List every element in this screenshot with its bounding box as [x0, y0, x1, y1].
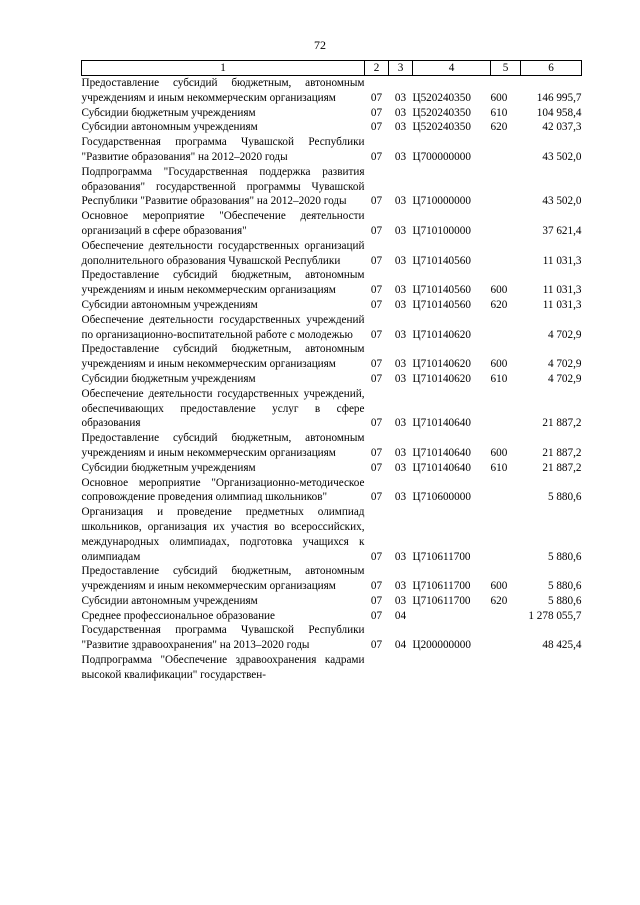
- row-subsection: 03: [394, 446, 407, 459]
- row-subsection: 03: [394, 150, 407, 163]
- row-expense-type: 620: [490, 121, 508, 134]
- row-section: 07: [370, 195, 383, 208]
- table-row: [82, 313, 582, 343]
- row-amount: 11 031,3: [542, 284, 582, 297]
- row-subsection: 03: [394, 106, 407, 119]
- row-subsection: 03: [394, 328, 407, 341]
- table-row: [82, 431, 582, 461]
- row-subsection: 03: [394, 417, 407, 430]
- col-header-amount: 6: [521, 61, 582, 76]
- row-target-article: Ц700000000: [412, 150, 471, 163]
- table-row: [82, 342, 582, 372]
- row-subsection: 03: [394, 491, 407, 504]
- row-subsection: 03: [394, 284, 407, 297]
- row-expense-type: 600: [490, 446, 508, 459]
- table-row: [82, 268, 582, 298]
- row-expense-type: [491, 209, 521, 239]
- table-row: [82, 165, 582, 209]
- row-target-article: Ц710611700: [412, 550, 471, 563]
- row-target-article: Ц710600000: [412, 491, 471, 504]
- row-expense-type: 600: [490, 358, 508, 371]
- col-header-name: 1: [82, 61, 365, 76]
- row-amount: [521, 653, 582, 683]
- row-name: Основное мероприятие "Организационно-методическое сопровождение проведения олимпиад школьников": [81, 476, 365, 504]
- row-amount: 5 880,6: [547, 550, 582, 563]
- row-amount: 48 425,4: [542, 639, 582, 652]
- row-amount: 37 621,4: [542, 224, 582, 237]
- row-expense-type: [491, 609, 521, 624]
- row-target-article: Ц710140640: [412, 461, 471, 474]
- row-name: Государственная программа Чувашской Республики "Развитие здравоохранения" на 2013–2020 годы: [81, 624, 365, 652]
- row-target-article: [413, 609, 491, 624]
- row-subsection: 03: [394, 580, 407, 593]
- row-amount: 42 037,3: [542, 121, 582, 134]
- table-row: [82, 76, 582, 106]
- table-row: [82, 135, 582, 165]
- row-amount: 21 887,2: [542, 417, 582, 430]
- row-section: 07: [370, 417, 383, 430]
- row-target-article: Ц710611700: [412, 580, 471, 593]
- row-target-article: Ц710140640: [412, 417, 471, 430]
- row-target-article: Ц200000000: [412, 639, 471, 652]
- table-row: [82, 298, 582, 313]
- row-expense-type: 600: [490, 580, 508, 593]
- row-expense-type: [491, 135, 521, 165]
- table-row: [82, 120, 582, 135]
- row-target-article: Ц710140640: [412, 446, 471, 459]
- table-row: [82, 623, 582, 653]
- row-name: Государственная программа Чувашской Республики "Развитие образования" на 2012–2020 годы: [81, 136, 365, 163]
- row-section: 07: [370, 446, 383, 459]
- row-subsection: 03: [394, 461, 407, 474]
- row-amount: 43 502,0: [542, 195, 582, 208]
- row-amount: 11 031,3: [542, 254, 582, 267]
- row-target-article: Ц710100000: [412, 224, 471, 237]
- row-expense-type: 600: [490, 284, 508, 297]
- col-header-subsection: 3: [389, 61, 413, 76]
- table-row: [82, 476, 582, 506]
- row-subsection: 03: [394, 224, 407, 237]
- row-expense-type: 600: [490, 91, 508, 104]
- col-header-expense-type: 5: [491, 61, 521, 76]
- table-row: [82, 609, 582, 624]
- row-section: 07: [370, 328, 383, 341]
- row-expense-type: [491, 476, 521, 506]
- row-expense-type: [491, 653, 521, 683]
- row-subsection: 03: [394, 121, 407, 134]
- table-row: [82, 505, 582, 564]
- table-row: [82, 209, 582, 239]
- row-subsection: 03: [394, 254, 407, 267]
- table-row: [82, 387, 582, 431]
- row-amount: 1 278 055,7: [528, 609, 582, 622]
- row-section: 07: [370, 224, 383, 237]
- row-amount: 4 702,9: [547, 358, 582, 371]
- row-amount: 104 958,4: [536, 106, 582, 119]
- row-expense-type: 620: [490, 298, 508, 311]
- row-subsection: 03: [394, 550, 407, 563]
- row-section: 07: [370, 639, 383, 652]
- row-name: Организация и проведение предметных олимпиад школьников, организация их участия во всероссийских, международных олимпиадах, подготовка учащихся к олимпиадам: [81, 506, 365, 563]
- row-amount: 21 887,2: [542, 461, 582, 474]
- row-name: Обеспечение деятельности государственных учреждений, обеспечивающих предоставление услуг в сфере образования: [81, 387, 365, 430]
- row-section: 07: [370, 358, 383, 371]
- row-name: Обеспечение деятельности государственных учреждений по организационно-воспитательной работе с молодежью: [81, 313, 365, 341]
- row-expense-type: [491, 623, 521, 653]
- row-target-article: Ц710611700: [412, 594, 471, 607]
- row-subsection: 03: [394, 358, 407, 371]
- row-target-article: Ц710140620: [412, 372, 471, 385]
- table-row: [82, 461, 582, 476]
- row-amount: 4 702,9: [547, 328, 582, 341]
- table-row: [82, 653, 582, 683]
- page-number: 72: [314, 38, 326, 52]
- budget-table: [81, 60, 582, 683]
- row-target-article: Ц710140560: [412, 254, 471, 267]
- row-name: Предоставление субсидий бюджетным, автономным учреждениям и иным некоммерческим организациям: [81, 343, 365, 371]
- row-name: Субсидии бюджетным учреждениям: [81, 372, 256, 385]
- table-row: [82, 564, 582, 594]
- row-amount: 146 995,7: [536, 91, 582, 104]
- row-name: Субсидии автономным учреждениям: [81, 121, 258, 134]
- row-expense-type: 610: [490, 372, 508, 385]
- row-expense-type: [491, 165, 521, 209]
- row-name: Основное мероприятие "Обеспечение деятельности организаций в сфере образования": [81, 210, 365, 237]
- col-header-section: 2: [365, 61, 389, 76]
- row-amount: 43 502,0: [542, 150, 582, 163]
- row-amount: 21 887,2: [542, 446, 582, 459]
- row-target-article: Ц520240350: [412, 121, 471, 134]
- row-section: 07: [370, 106, 383, 119]
- row-name: Подпрограмма "Государственная поддержка развития образования" государственной программы Чувашской Республики "Развитие образования" на 2012–2020 годы: [81, 165, 365, 208]
- table-row: [82, 106, 582, 121]
- row-expense-type: [491, 505, 521, 564]
- table-row: [82, 239, 582, 269]
- row-name: Предоставление субсидий бюджетным, автономным учреждениям и иным некоммерческим организациям: [81, 432, 365, 459]
- row-amount: 11 031,3: [542, 298, 582, 311]
- row-target-article: Ц520240350: [412, 106, 471, 119]
- row-section: 07: [370, 298, 383, 311]
- row-expense-type: [491, 239, 521, 269]
- row-section: 07: [370, 150, 383, 163]
- row-name: Субсидии бюджетным учреждениям: [81, 106, 256, 119]
- row-name: Предоставление субсидий бюджетным, автономным учреждениям и иным некоммерческим организациям: [81, 269, 365, 297]
- row-subsection: 03: [394, 91, 407, 104]
- row-amount: 5 880,6: [547, 580, 582, 593]
- row-name: Субсидии бюджетным учреждениям: [81, 461, 256, 474]
- row-section: 07: [370, 284, 383, 297]
- row-target-article: Ц710000000: [412, 195, 471, 208]
- row-expense-type: 610: [490, 106, 508, 119]
- row-subsection: [389, 653, 413, 683]
- row-target-article: Ц710140560: [412, 284, 471, 297]
- row-section: 07: [370, 372, 383, 385]
- row-section: 07: [370, 461, 383, 474]
- row-target-article: Ц710140560: [412, 298, 471, 311]
- row-expense-type: 610: [490, 461, 508, 474]
- row-name: Предоставление субсидий бюджетным, автономным учреждениям и иным некоммерческим организациям: [81, 565, 365, 593]
- row-expense-type: 620: [490, 594, 508, 607]
- row-amount: 4 702,9: [547, 372, 582, 385]
- table-header-row: [82, 61, 582, 76]
- row-subsection: 04: [394, 609, 407, 622]
- row-expense-type: [491, 387, 521, 431]
- row-target-article: [413, 653, 491, 683]
- row-amount: 5 880,6: [547, 491, 582, 504]
- row-name: Обеспечение деятельности государственных организаций дополнительного образования Чувашской Республики: [81, 239, 365, 267]
- table-row: [82, 594, 582, 609]
- row-expense-type: [491, 313, 521, 343]
- row-section: [365, 653, 389, 683]
- row-target-article: Ц710140620: [412, 328, 471, 341]
- row-name: Среднее профессиональное образование: [81, 609, 276, 622]
- row-name: Предоставление субсидий бюджетным, автономным учреждениям и иным некоммерческим организациям: [81, 77, 365, 104]
- row-section: 07: [370, 491, 383, 504]
- row-section: 07: [370, 594, 383, 607]
- row-name: Субсидии автономным учреждениям: [81, 594, 258, 607]
- row-section: 07: [370, 254, 383, 267]
- row-subsection: 03: [394, 594, 407, 607]
- row-section: 07: [370, 609, 383, 622]
- row-target-article: Ц520240350: [412, 91, 471, 104]
- row-section: 07: [370, 91, 383, 104]
- row-name: Подпрограмма "Обеспечение здравоохранения кадрами высокой квалификации" государствен-: [81, 654, 365, 681]
- row-subsection: 03: [394, 372, 407, 385]
- row-name: Субсидии автономным учреждениям: [81, 298, 258, 311]
- row-section: 07: [370, 550, 383, 563]
- row-section: 07: [370, 580, 383, 593]
- table-row: [82, 372, 582, 387]
- row-target-article: Ц710140620: [412, 358, 471, 371]
- col-header-target-article: 4: [413, 61, 491, 76]
- row-subsection: 04: [394, 639, 407, 652]
- row-subsection: 03: [394, 195, 407, 208]
- row-amount: 5 880,6: [547, 594, 582, 607]
- row-section: 07: [370, 121, 383, 134]
- row-subsection: 03: [394, 298, 407, 311]
